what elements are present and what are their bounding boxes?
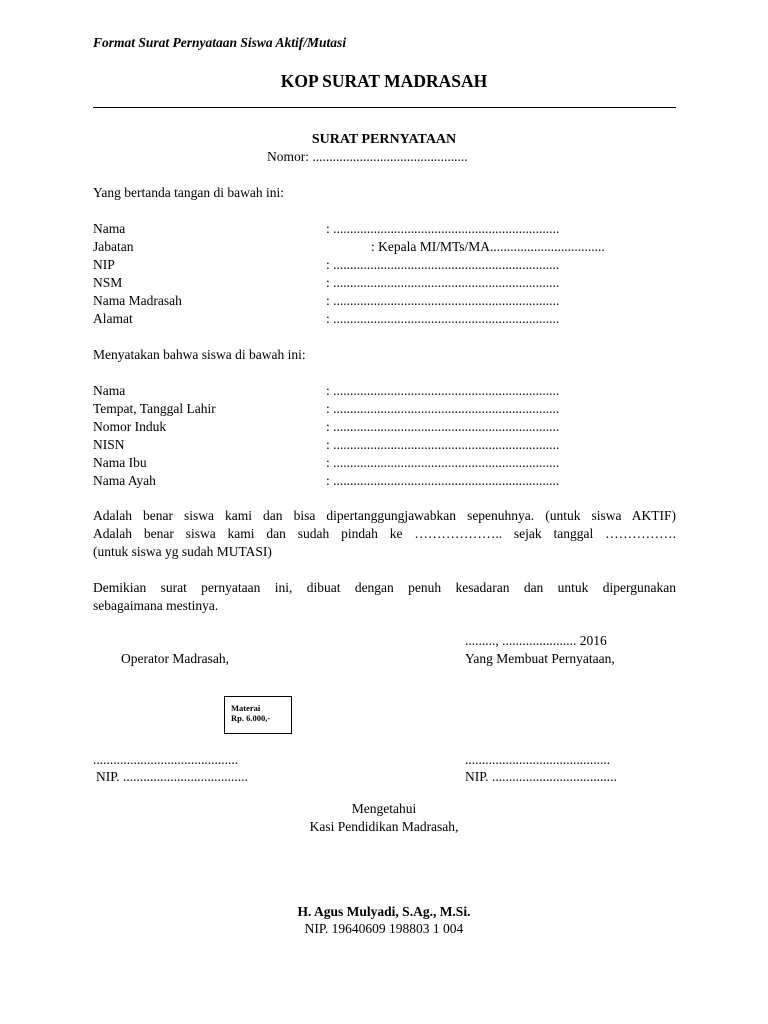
kasi-nip: NIP. 19640609 198803 1 004 [304, 921, 464, 936]
field-label: Tempat, Tanggal Lahir [93, 401, 216, 416]
materai-label: Materai [231, 703, 261, 713]
right-signer-title: Yang Membuat Pernyataan, [465, 651, 615, 666]
signer-field-nip [93, 256, 560, 274]
student-field-nisn [93, 436, 560, 454]
field-label: Nama Madrasah [93, 293, 182, 308]
field-value: : ................................................................... [326, 383, 560, 398]
kasi-name: H. Agus Mulyadi, S.Ag., M.Si. [297, 904, 471, 919]
right-nip: NIP. ..................................... [465, 769, 617, 784]
signer-field-nsm [93, 274, 560, 292]
field-label: Nama Ibu [93, 455, 147, 470]
field-value: : ................................................................... [326, 419, 560, 434]
student-field-father [93, 472, 560, 490]
left-nip: NIP. ..................................... [96, 769, 248, 784]
student-field-number [93, 418, 560, 436]
letter-number: Nomor: .............................................. [267, 149, 468, 164]
kasi-title: Kasi Pendidikan Madrasah, [309, 819, 459, 834]
closing-line: sebagaimana mestinya. [93, 598, 219, 613]
right-sign-line: ........................................... [465, 752, 611, 767]
field-value: : ................................................................... [326, 311, 560, 326]
field-value: : ................................................................... [326, 293, 560, 308]
field-label: NIP [93, 257, 115, 272]
field-label: NISN [93, 437, 125, 452]
field-label: Nama Ayah [93, 473, 156, 488]
statement-paragraph [93, 507, 676, 561]
signer-field-school [93, 292, 560, 310]
field-value: : ................................................................... [326, 437, 560, 452]
field-value: : ................................................................... [326, 275, 560, 290]
left-sign-line: ........................................... [93, 752, 239, 767]
field-value: : Kepala MI/MTs/MA.................................. [371, 239, 605, 254]
student-field-name [93, 382, 560, 400]
field-value: : ................................................................... [326, 455, 560, 470]
signer-field-position [93, 238, 605, 256]
field-label: Nama [93, 383, 126, 398]
field-value: : ................................................................... [326, 473, 560, 488]
header-note: Format Surat Pernyataan Siswa Aktif/Mutasi [93, 35, 347, 50]
letter-title: SURAT PERNYATAAN [311, 132, 457, 147]
place-date: ........., ...................... 2016 [465, 633, 607, 648]
intro-signer: Yang bertanda tangan di bawah ini: [93, 185, 284, 200]
materai-amount: Rp. 6.000,- [231, 713, 271, 723]
field-value: : ................................................................... [326, 221, 560, 236]
intro-student: Menyatakan bahwa siswa di bawah ini: [93, 347, 306, 362]
acknowledged-label: Mengetahui [351, 801, 417, 816]
closing-paragraph [93, 579, 676, 615]
closing-line: Demikian surat pernyataan ini, dibuat dengan penuh kesadaran dan untuk dipergunakan [93, 580, 676, 595]
left-signer-title: Operator Madrasah, [121, 651, 229, 666]
field-value: : ................................................................... [326, 401, 560, 416]
field-label: Nama [93, 221, 126, 236]
field-label: Jabatan [93, 239, 134, 254]
statement-line: Adalah benar siswa kami dan sudah pindah ke ……………….. sejak tanggal ……………. [93, 526, 676, 541]
student-field-mother [93, 454, 560, 472]
student-field-birth [93, 400, 560, 418]
materai-stamp-box [224, 696, 292, 734]
kop-title: KOP SURAT MADRASAH [280, 71, 488, 91]
field-label: NSM [93, 275, 123, 290]
statement-line: Adalah benar siswa kami dan bisa dipertanggungjawabkan sepenuhnya. (untuk siswa AKTIF) [93, 508, 676, 523]
kop-divider [93, 107, 676, 108]
field-label: Nomor Induk [93, 419, 167, 434]
statement-line: (untuk siswa yg sudah MUTASI) [93, 544, 272, 559]
field-value: : ................................................................... [326, 257, 560, 272]
field-label: Alamat [93, 311, 133, 326]
signer-field-address [93, 310, 560, 328]
signer-field-name [93, 220, 560, 238]
